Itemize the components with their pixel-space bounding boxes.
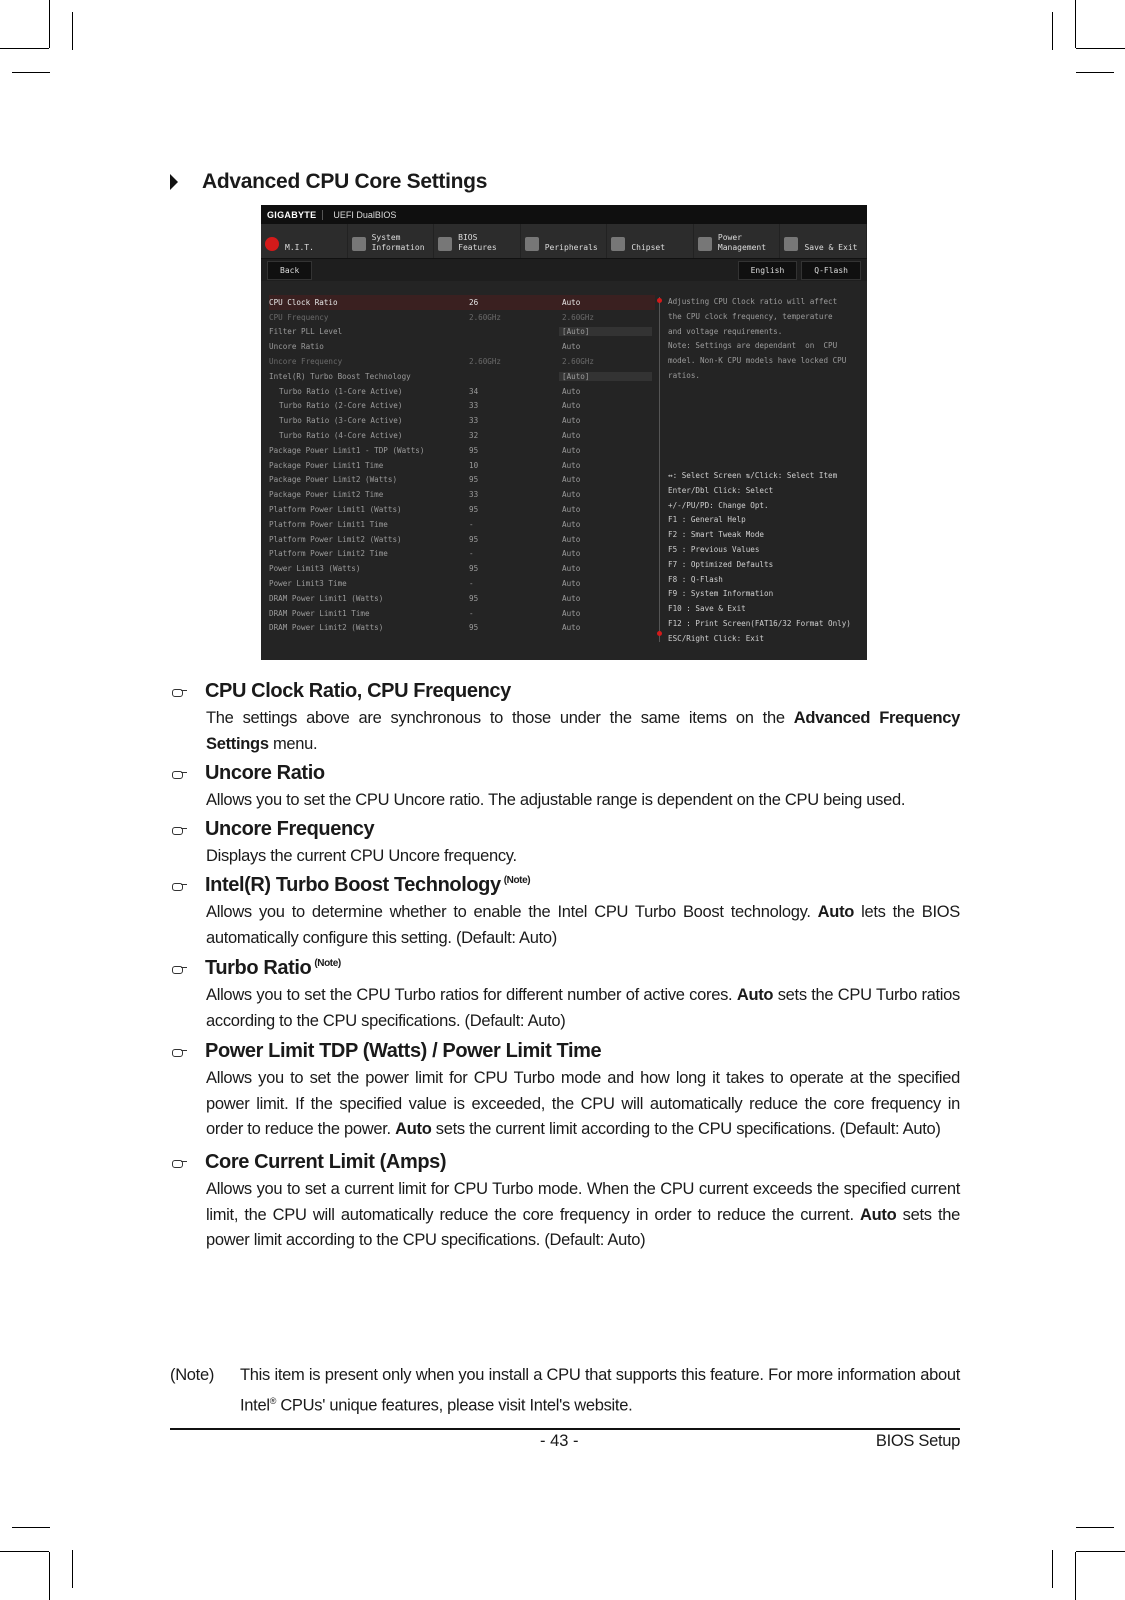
- crop-mark: [0, 1551, 49, 1552]
- item-title: Intel(R) Turbo Boost Technology $^{(Note)}$: [205, 874, 531, 896]
- gear-icon: [352, 237, 366, 251]
- item-turbo-boost: [170, 874, 960, 951]
- key-legend-line: F7 : Optimized Defaults: [668, 559, 774, 569]
- section-title: Advanced CPU Core Settings: [202, 170, 488, 193]
- pointing-hand-icon: [172, 770, 184, 778]
- peripherals-icon: [525, 237, 539, 251]
- footnote-text: This item is present only when you install a CPU that supports this feature. For more information about Intel® CPUs' unique features, please visit Intel's website.: [240, 1366, 960, 1414]
- item-description: Allows you to set a current limit for CPU Turbo mode. When the CPU current exceeds the specified current limit, the CPU will automatically reduce the core frequency in order to reduce the current. Auto sets the power limit according to the CPU specifications. (Default: Auto): [206, 1180, 960, 1249]
- crop-mark: [1052, 12, 1053, 50]
- setting-row[interactable]: Uncore Ratio Auto: [269, 342, 581, 352]
- setting-row[interactable]: Platform Power Limit1 Time - Auto: [269, 519, 581, 529]
- bios-sub-bar: [261, 259, 867, 281]
- item-power-limit: [170, 1040, 960, 1143]
- setting-row[interactable]: Package Power Limit2 (Watts) 95 Auto: [269, 475, 581, 485]
- key-legend-line: ESC/Right Click: Exit: [668, 633, 765, 643]
- power-icon: [698, 237, 712, 251]
- key-legend-line: F5 : Previous Values: [668, 544, 760, 554]
- scroll-down-dot-icon[interactable]: [657, 631, 662, 636]
- chipset-icon: [611, 237, 625, 251]
- setting-row[interactable]: Package Power Limit1 - TDP (Watts) 95 Auto: [269, 445, 581, 455]
- key-legend-line: Enter/Dbl Click: Select: [668, 485, 774, 495]
- gigabyte-logo: GIGABYTE: [261, 210, 323, 220]
- bios-top-bar: [261, 205, 867, 224]
- footer-rule: [170, 1428, 960, 1430]
- panel-divider: [659, 297, 660, 642]
- crop-mark: [12, 72, 50, 73]
- setting-row[interactable]: Filter PLL Level [Auto]: [269, 325, 655, 340]
- menu-tab-peripherals[interactable]: Peripherals: [521, 224, 608, 258]
- setting-row[interactable]: Intel(R) Turbo Boost Technology [Auto]: [269, 369, 655, 384]
- pointing-hand-icon: [172, 965, 184, 973]
- language-button[interactable]: English: [738, 261, 798, 280]
- mit-icon: [265, 237, 279, 251]
- setting-row[interactable]: Turbo Ratio (1-Core Active) 34 Auto: [279, 386, 581, 396]
- setting-row[interactable]: Platform Power Limit1 (Watts) 95 Auto: [269, 505, 581, 515]
- key-legend-line: F2 : Smart Tweak Mode: [668, 530, 765, 540]
- item-uncore-frequency: [170, 818, 960, 870]
- setting-row: CPU Frequency 2.60GHz 2.60GHz: [269, 312, 595, 322]
- key-legend-line: ↔: Select Screen ⇅/Click: Select Item: [668, 471, 838, 480]
- key-legend-line: F8 : Q-Flash: [668, 574, 723, 584]
- setting-row[interactable]: DRAM Power Limit2 (Watts) 95 Auto: [269, 623, 581, 633]
- crop-mark: [49, 0, 50, 48]
- key-legend-line: F10 : Save & Exit: [668, 604, 746, 614]
- menu-tab-mit[interactable]: M.I.T.: [261, 224, 348, 258]
- key-legend-line: F9 : System Information: [668, 589, 774, 599]
- key-legend-line: F12 : Print Screen(FAT16/32 Format Only): [668, 618, 851, 628]
- crop-mark: [72, 12, 73, 50]
- item-turbo-ratio: [170, 957, 960, 1034]
- item-description: Allows you to set the power limit for CPU Turbo mode and how long it takes to operate at the specified power limit. If the specified value is exceeded, the CPU will automatically reduce the core frequency in order to reduce the power. Auto sets the current limit according to the CPU specifications. (Default: Auto): [206, 1069, 960, 1138]
- footer-title: BIOS Setup: [875, 1432, 960, 1450]
- setting-row[interactable]: Turbo Ratio (4-Core Active) 32 Auto: [279, 431, 581, 441]
- menu-tab-system-information[interactable]: System Information: [348, 224, 435, 258]
- setting-row[interactable]: DRAM Power Limit1 (Watts) 95 Auto: [269, 593, 581, 603]
- setting-row[interactable]: DRAM Power Limit1 Time - Auto: [269, 608, 581, 618]
- setting-row[interactable]: Power Limit3 Time - Auto: [269, 579, 581, 589]
- back-button[interactable]: Back: [267, 261, 312, 280]
- item-description: The settings above are synchronous to those under the same items on the Advanced Frequency Settings menu.: [206, 709, 960, 753]
- crop-mark: [49, 1552, 50, 1600]
- crop-mark: [72, 1550, 73, 1588]
- item-description: Allows you to determine whether to enable the Intel CPU Turbo Boost technology. Auto lets the BIOS automatically configure this setting. (Default: Auto): [206, 903, 960, 947]
- key-legend-line: +/-/PU/PD: Change Opt.: [668, 500, 769, 510]
- item-title: Core Current Limit (Amps): [205, 1151, 447, 1173]
- crop-mark: [0, 48, 49, 49]
- item-title: CPU Clock Ratio, CPU Frequency: [205, 680, 511, 702]
- pointing-hand-icon: [172, 688, 184, 696]
- triangle-bullet-icon: [170, 174, 178, 190]
- item-description: Allows you to set the CPU Turbo ratios for different number of active cores. Auto sets the CPU Turbo ratios according to the CPU specifications. (Default: Auto): [206, 986, 960, 1030]
- footnote-label: (Note): [170, 1366, 215, 1384]
- setting-row[interactable]: Package Power Limit1 Time 10 Auto: [269, 460, 581, 470]
- crop-mark: [1075, 0, 1076, 48]
- setting-row[interactable]: Platform Power Limit2 (Watts) 95 Auto: [269, 534, 581, 544]
- crop-mark: [1075, 1552, 1076, 1600]
- item-description: Displays the current CPU Uncore frequency.: [206, 847, 517, 865]
- setting-row[interactable]: CPU Clock Ratio 26 Auto: [269, 295, 655, 310]
- crop-mark: [1076, 72, 1114, 73]
- crop-mark: [1076, 1551, 1125, 1552]
- pointing-hand-icon: [172, 882, 184, 890]
- menu-tab-power-management[interactable]: Power Management: [694, 224, 781, 258]
- setting-row[interactable]: Turbo Ratio (3-Core Active) 33 Auto: [279, 416, 581, 426]
- menu-tab-save-exit[interactable]: Save & Exit: [780, 224, 867, 258]
- key-legend: [668, 469, 866, 647]
- section-heading: [170, 170, 487, 194]
- bios-screenshot: [261, 205, 867, 660]
- footnote: [170, 1363, 960, 1419]
- item-title: Uncore Ratio: [205, 762, 325, 784]
- item-cpu-clock-ratio: [170, 680, 960, 757]
- setting-row[interactable]: Turbo Ratio (2-Core Active) 33 Auto: [279, 401, 581, 411]
- setting-row[interactable]: Platform Power Limit2 Time - Auto: [269, 549, 581, 559]
- page-number: - 43 -: [540, 1432, 579, 1450]
- bios-menu-bar: [261, 224, 867, 259]
- setting-row[interactable]: Package Power Limit2 Time 33 Auto: [269, 490, 581, 500]
- crop-mark: [1052, 1550, 1053, 1588]
- crop-mark: [1076, 48, 1125, 49]
- pointing-hand-icon: [172, 1048, 184, 1056]
- crop-mark: [12, 1527, 50, 1528]
- qflash-button[interactable]: Q-Flash: [801, 261, 861, 280]
- crop-mark: [1076, 1527, 1114, 1528]
- bios-body: [261, 287, 867, 660]
- item-title: Power Limit TDP (Watts) / Power Limit Time: [205, 1040, 602, 1062]
- item-core-current-limit: [170, 1151, 960, 1254]
- bios-chip-icon: [438, 237, 452, 251]
- key-legend-line: F1 : General Help: [668, 515, 746, 525]
- dualbios-label: UEFI DualBIOS: [333, 209, 397, 220]
- item-title: Uncore Frequency: [205, 818, 375, 840]
- setting-row: Uncore Frequency 2.60GHz 2.60GHz: [269, 357, 595, 367]
- setting-row[interactable]: Power Limit3 (Watts) 95 Auto: [269, 564, 581, 574]
- pointing-hand-icon: [172, 826, 184, 834]
- help-text: Adjusting CPU Clock ratio will affect the CPU clock frequency, temperature and voltage requirements. Note: Settings are dependant on CPU model. Non-K CPU models have locked CPU ratios.: [668, 297, 847, 380]
- item-uncore-ratio: [170, 762, 960, 814]
- settings-list: [269, 295, 655, 635]
- item-title: Turbo Ratio $^{(Note)}$: [205, 957, 341, 979]
- scroll-up-dot-icon[interactable]: [657, 298, 662, 303]
- pointing-hand-icon: [172, 1159, 184, 1167]
- item-description: Allows you to set the CPU Uncore ratio. The adjustable range is dependent on the CPU being used.: [206, 791, 906, 809]
- menu-tab-bios-features[interactable]: BIOS Features: [434, 224, 521, 258]
- menu-tab-chipset[interactable]: Chipset: [607, 224, 694, 258]
- exit-icon: [784, 237, 798, 251]
